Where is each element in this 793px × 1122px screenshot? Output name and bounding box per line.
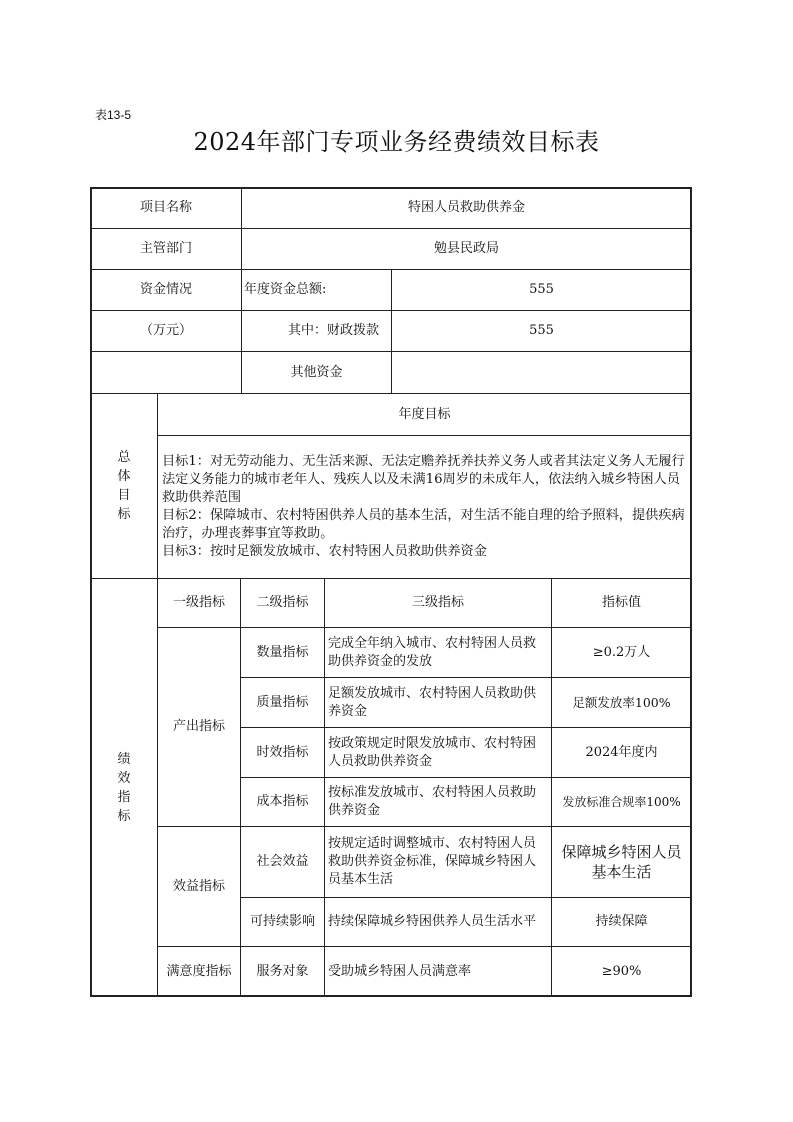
level3-cell: 按政策规定时限发放城市、农村特困人员救助供养资金: [324, 727, 552, 778]
table-number: 表13-5: [95, 108, 132, 122]
level3-cell: 足额发放城市、农村特困人员救助供养资金: [324, 677, 552, 728]
label-char: 总: [117, 450, 131, 465]
performance-table: [90, 187, 692, 997]
value-cell: ≥90%: [551, 946, 692, 997]
level3-cell: 持续保障城乡特困供养人员生活水平: [324, 897, 552, 947]
value-cell: 持续保障: [551, 897, 692, 947]
level3-cell: 按规定适时调整城市、农村特困人员救助供养资金标准，保障城乡特困人员基本生活: [324, 826, 552, 898]
level2-cell: 可持续影响: [240, 897, 325, 947]
performance-indicators-label: [90, 578, 158, 997]
level2-cell: 质量指标: [240, 677, 325, 728]
header-level1: 一级指标: [157, 578, 241, 628]
level3-cell: 按标准发放城市、农村特困人员救助供养资金: [324, 777, 552, 827]
value-cell: ≥0.2万人: [551, 627, 692, 678]
project-name-value: 特困人员救助供养金: [241, 187, 692, 229]
document-title: 2024年部门专项业务经费绩效目标表: [193, 128, 600, 156]
label-char: 标: [117, 808, 131, 824]
funds-unit-label: （万元）: [90, 310, 242, 352]
label-char: 绩: [117, 751, 131, 767]
level1-output: 产出指标: [157, 627, 241, 827]
other-funds-value: [391, 351, 692, 394]
overall-goals-label: [90, 393, 158, 579]
label-char: 指: [117, 789, 131, 805]
level2-cell: 服务对象: [240, 946, 325, 997]
value-cell: 足额发放率100%: [551, 677, 692, 728]
header-level2: 二级指标: [240, 578, 325, 628]
label-char: 目: [117, 488, 131, 503]
label-char: 体: [117, 469, 131, 484]
dept-label: 主管部门: [90, 228, 242, 270]
value-cell: 发放标准合规率100%: [551, 777, 692, 827]
annual-goals-header: 年度目标: [157, 393, 692, 436]
label-char: 效: [117, 770, 131, 786]
other-funds-label: 其他资金: [241, 351, 392, 394]
header-level3: 三级指标: [324, 578, 552, 628]
label-char: 标: [117, 507, 131, 522]
project-name-label: 项目名称: [90, 187, 242, 229]
annual-goals-text: [157, 435, 692, 579]
level2-cell: 成本指标: [240, 777, 325, 827]
dept-value: 勉县民政局: [241, 228, 692, 270]
level3-cell: 完成全年纳入城市、农村特困人员救助供养资金的发放: [324, 627, 552, 678]
goal-line-3: 目标3：按时足额发放城市、农村特困人员救助供养资金: [162, 544, 487, 559]
goal-line-2: 目标2：保障城市、农村特困供养人员的基本生活，对生活不能自理的给予照料，提供疾病治疗，办理丧葬事宜等救助。: [162, 508, 685, 541]
level1-benefit: 效益指标: [157, 826, 241, 947]
total-funds-label: 年度资金总额:: [241, 269, 392, 311]
total-funds-value: 555: [391, 269, 692, 311]
header-value: 指标值: [551, 578, 692, 628]
fiscal-funds-label: 其中：财政拨款: [241, 310, 392, 352]
level2-cell: 时效指标: [240, 727, 325, 778]
level1-satisfaction: 满意度指标: [157, 946, 241, 997]
level3-cell: 受助城乡特困人员满意率: [324, 946, 552, 997]
fiscal-funds-value: 555: [391, 310, 692, 352]
value-cell: 保障城乡特困人员基本生活: [551, 826, 692, 898]
funds-label: 资金情况: [90, 269, 242, 311]
value-cell: 2024年度内: [551, 727, 692, 778]
level2-cell: 社会效益: [240, 826, 325, 898]
empty-cell: [90, 351, 242, 394]
level2-cell: 数量指标: [240, 627, 325, 678]
goal-line-1: 目标1：对无劳动能力、无生活来源、无法定赡养抚养扶养义务人或者其法定义务人无履行法定义务能力的城市老年人、残疾人以及未满16周岁的未成年人，依法纳入城乡特困人员救助供养范围: [162, 454, 685, 505]
